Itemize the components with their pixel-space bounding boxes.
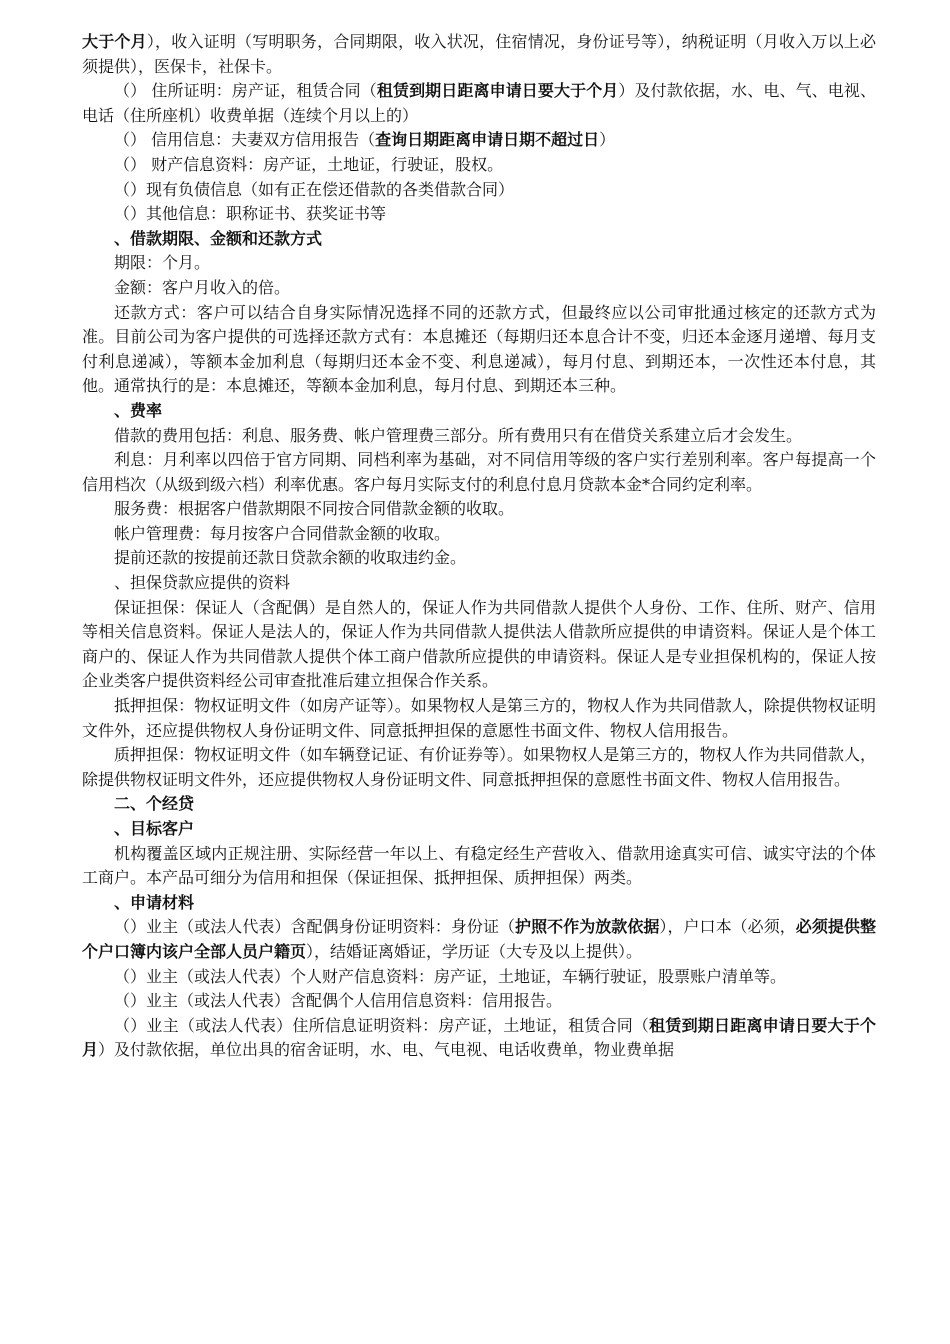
paragraph bbox=[82, 202, 876, 227]
text-run: ），户口本（必须， bbox=[659, 917, 796, 937]
text-run: 金额：客户月收入的倍。 bbox=[114, 277, 291, 297]
bold-text: 大于个月 bbox=[82, 32, 147, 51]
paragraph bbox=[82, 301, 876, 399]
paragraph bbox=[82, 842, 876, 891]
bold-text: 二、个经贷 bbox=[114, 794, 195, 814]
paragraph bbox=[82, 792, 876, 817]
paragraph bbox=[82, 424, 876, 449]
text-run: （）业主（或法人代表）个人财产信息资料：房产证，土地证，车辆行驶证，股票账户清单等。 bbox=[114, 966, 787, 986]
text-run: （） 住所证明：房产证，租赁合同（ bbox=[114, 81, 377, 101]
text-run: （）业主（或法人代表）住所信息证明资料：房产证，土地证，租赁合同（ bbox=[114, 1015, 650, 1035]
paragraph bbox=[82, 891, 876, 916]
paragraph bbox=[82, 546, 876, 571]
paragraph bbox=[82, 817, 876, 842]
paragraph bbox=[82, 128, 876, 153]
paragraph bbox=[82, 178, 876, 203]
bold-text: 租赁到期日距离申请日要大于个月 bbox=[82, 1015, 876, 1060]
text-run: 利息：月利率以四倍于官方同期、同档利率为基础，对不同信用等级的客户实行差别利率。客户每提高一个信用档次（从级到级六档）利率优惠。客户每月实际支付的利息付息月贷款本金*合同约定利率。 bbox=[82, 450, 876, 494]
paragraph bbox=[82, 251, 876, 276]
text-run: （）现有负债信息（如有正在偿还借款的各类借款合同） bbox=[114, 179, 515, 199]
paragraph bbox=[82, 694, 876, 743]
paragraph bbox=[82, 743, 876, 792]
bold-text: 护照不作为放款依据 bbox=[515, 917, 660, 937]
paragraph bbox=[82, 276, 876, 301]
text-run: 质押担保：物权证明文件（如车辆登记证、有价证券等）。如果物权人是第三方的，物权人作为共同借款人，除提供物权证明文件外，还应提供物权人身份证明文件、同意抵押担保的意愿性书面文件、物权人信用报告。 bbox=[82, 745, 876, 789]
paragraph bbox=[82, 227, 876, 252]
text-run: （）其他信息：职称证书、获奖证书等 bbox=[114, 204, 387, 224]
paragraph bbox=[82, 596, 876, 694]
text-run: （）业主（或法人代表）含配偶身份证明资料：身份证（ bbox=[114, 917, 516, 937]
paragraph bbox=[82, 79, 876, 128]
text-run: 帐户管理费：每月按客户合同借款金额的收取。 bbox=[114, 523, 451, 543]
bold-text: 、目标客户 bbox=[114, 819, 195, 838]
paragraph bbox=[82, 989, 876, 1014]
text-run: ）及付款依据，单位出具的宿舍证明，水、电、气电视、电话收费单，物业费单据 bbox=[98, 1040, 675, 1060]
paragraph bbox=[82, 915, 876, 964]
text-run: 、担保贷款应提供的资料 bbox=[114, 573, 291, 593]
text-run: 保证担保：保证人（含配偶）是自然人的，保证人作为共同借款人提供个人身份、工作、住所、财产、信用等相关信息资料。保证人是法人的，保证人作为共同借款人提供法人借款所应提供的申请资料。保证人是个体工商户的、保证人作为共同借款人提供个体工商户借款所应提供的申请资料。保证人是专业担保机构的，保证人按企业类客户提供资料经公司审查批准后建立担保合作关系。 bbox=[82, 597, 876, 691]
text-run: 抵押担保：物权证明文件（如房产证等）。如果物权人是第三方的，物权人作为共同借款人，除提供物权证明文件外，还应提供物权人身份证明文件、同意抵押担保的意愿性书面文件、物权人信用报告。 bbox=[82, 696, 876, 740]
text-run: ），收入证明（写明职务，合同期限，收入状况，住宿情况，身份证号等），纳税证明（月收入万以上必须提供），医保卡，社保卡。 bbox=[82, 32, 876, 76]
text-run: 服务费：根据客户借款期限不同按合同借款金额的收取。 bbox=[114, 499, 515, 519]
paragraph bbox=[82, 1014, 876, 1063]
bold-text: 查询日期距离申请日期不超过日 bbox=[375, 130, 600, 150]
bold-text: 必须提供整个户口簿内该户全部人员户籍页 bbox=[82, 917, 876, 961]
paragraph bbox=[82, 153, 876, 178]
paragraph bbox=[82, 571, 876, 596]
text-run: 借款的费用包括：利息、服务费、帐户管理费三部分。所有费用只有在借贷关系建立后才会发生。 bbox=[114, 425, 803, 445]
text-run: （）业主（或法人代表）含配偶个人信用信息资料：信用报告。 bbox=[114, 991, 563, 1011]
bold-text: 、借款期限、金额和还款方式 bbox=[114, 228, 323, 248]
paragraph bbox=[82, 497, 876, 522]
text-run: ）及付款依据，水、电、气、电视、电话（住所座机）收费单据（连续个月以上的） bbox=[82, 81, 876, 125]
text-run: （） 信用信息：夫妻双方信用报告（ bbox=[114, 130, 376, 150]
text-run: 期限：个月。 bbox=[114, 253, 211, 273]
bold-text: 租赁到期日距离申请日要大于个月 bbox=[376, 81, 619, 101]
paragraph bbox=[82, 965, 876, 990]
text-run: ），结婚证离婚证，学历证（大专及以上提供）。 bbox=[306, 941, 643, 961]
text-run: 提前还款的按提前还款日贷款余额的收取违约金。 bbox=[114, 548, 467, 568]
paragraph bbox=[82, 399, 876, 424]
bold-text: 、申请材料 bbox=[114, 892, 195, 912]
text-run: （） 财产信息资料：房产证，土地证，行驶证，股权。 bbox=[114, 154, 504, 174]
paragraph bbox=[82, 30, 876, 79]
text-run: 还款方式：客户可以结合自身实际情况选择不同的还款方式，但最终应以公司审批通过核定的还款方式为准。目前公司为客户提供的可选择还款方式有：本息摊还（每期归还本息合计不变，归还本金逐月递增、每月支付利息递减），等额本金加利息（每期归还本金不变、利息递减），每月付息、到期还本，一次性还本付息，其他。通常执行的是：本息摊还，等额本金加利息，每月付息、到期还本三种。 bbox=[82, 302, 876, 396]
bold-text: 、费率 bbox=[114, 400, 163, 420]
paragraph bbox=[82, 522, 876, 547]
text-run: ） bbox=[599, 130, 616, 150]
paragraph bbox=[82, 448, 876, 497]
text-run: 机构覆盖区域内正规注册、实际经营一年以上、有稳定经生产营收入、借款用途真实可信、诚实守法的个体工商户。本产品可细分为信用和担保（保证担保、抵押担保、质押担保）两类。 bbox=[82, 843, 876, 888]
